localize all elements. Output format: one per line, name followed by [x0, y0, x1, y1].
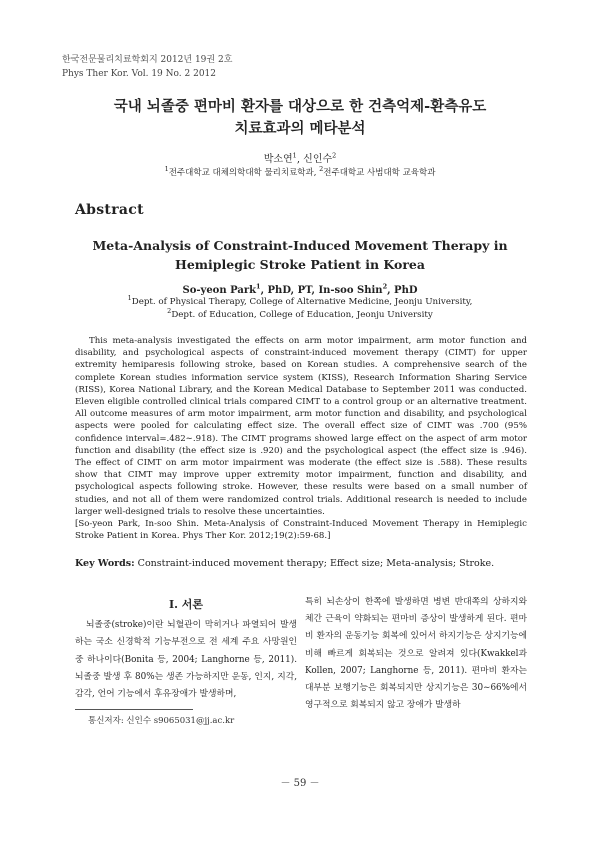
journal-name-kr: 한국전문물리치료학회지 2012년 19권 2호: [62, 55, 233, 65]
abstract-body: This meta-analysis investigated the effects on arm motor impairment, arm motor function and disability, and psychological aspects of constraint-induced movement therapy (CIMT) for upper extremity hemiparesis following stroke, based on Korean studies. A comprehensive search of the complete Korean studies information service system (KISS), Research Information Sharing Service (RISS), Korea National Library, and the Korean Medical Database to September 2011 was conducted. Eleven eligible controlled clinical trials compared CIMT to a control group or an alternative treatment. All outcome measures of arm motor impairment, arm motor function and disability, and psychological aspects were pooled for calculating effect size. The overall effect size of CIMT was .700 (95% confidence interval=.482∼.918). The CIMT programs showed large effect on the aspect of arm motor function and disability (the effect size is .920) and the psychological aspect (the effect size is .946). The effect of CIMT on arm motor impairment was moderate (the effect size is .588). These results show that CIMT may improve upper extremity motor impairment, function and disability, and psychological aspects following stroke. However, these results were based on a small number of studies, and not all of them were randomized control trials. Additional research is needed to include larger well-designed trials to resolve these uncertainties.: [75, 336, 527, 517]
english-author-2-affil: 2: [382, 282, 388, 291]
english-affil-line1: [0, 296, 600, 309]
korean-affil-1-mark: 1: [164, 165, 169, 174]
korean-author-1-affil: 1: [292, 151, 297, 160]
footnote-divider: [75, 709, 193, 710]
body-column-left: [75, 596, 297, 703]
english-affil-2: Dept. of Education, College of Education, Jeonju University: [171, 309, 433, 320]
korean-title-line1: 국내 뇌졸중 편마비 환자를 대상으로 한 건측억제-환측유도: [113, 98, 487, 115]
introduction-paragraph-left: 뇌졸중(stroke)이란 뇌혈관이 막히거나 파열되어 발생하는 국소 신경학적 기능부전으로 전 세계 주요 사망원인 중 하나이다(Bonita 등, 2004; Langhorne 등, 2011). 뇌졸중 발생 후 80%는 생존 가능하지만 운동, 인지, 지각, 감각, 언어 기능에서 후유장애가 발생하며,: [75, 620, 297, 700]
citation: [So-yeon Park, In-soo Shin. Meta-Analysis of Constraint-Induced Movement Therapy in Hemiplegic Stroke Patient in Korea. Phys Ther Kor. 2012;19(2):59-68.]: [75, 519, 527, 542]
english-authors: [0, 282, 600, 296]
korean-authors: [0, 150, 600, 165]
korean-affil-1: 전주대학교 대체의학대학 물리치료학과,: [168, 168, 320, 178]
journal-header: [62, 53, 232, 81]
korean-author-1: 박소연: [263, 154, 293, 165]
english-affil-2-mark: 2: [167, 306, 172, 315]
english-author-2-degrees: , PhD: [387, 285, 418, 296]
korean-affil-2: 전주대학교 사범대학 교육학과: [323, 168, 436, 178]
english-author-1-affil: 1: [256, 282, 261, 291]
english-affil-1: Dept. of Physical Therapy, College of Alternative Medicine, Jeonju University,: [131, 297, 473, 307]
english-author-2: In-soo Shin: [318, 285, 383, 296]
english-affil-line2: [0, 306, 600, 322]
english-affil-1-mark: 1: [127, 294, 132, 303]
keywords-label: Key Words:: [75, 558, 135, 569]
corresponding-author-footnote: 통신저자: 신인수 s9065031@jj.ac.kr: [88, 716, 235, 726]
english-title-line1: Meta-Analysis of Constraint-Induced Movement Therapy in: [92, 238, 508, 253]
korean-author-2-affil: 2: [332, 151, 337, 160]
english-author-1: So-yeon Park: [182, 285, 257, 296]
page-number: － 59 －: [280, 778, 320, 789]
abstract-heading: Abstract: [75, 202, 144, 218]
korean-author-2: 신인수: [303, 154, 333, 165]
introduction-paragraph-right: 특히 뇌손상이 한쪽에 발생하면 병변 반대쪽의 상하지와 체간 근육이 약화되는 편마비 증상이 발생하게 된다. 편마비 환자의 운동기능 회복에 있어서 하지기능은 상지기능에 비해 빠르게 회복되는 것으로 알려져 있다(Kwakkel과 Kollen, 2007; Langhorne 등, 2011). 편마비 환자는 대부분 보행기능은 회복되지만 상지기능은 30∼66%에서 영구적으로 회복되지 않고 장애가 발생하: [305, 597, 527, 711]
section-heading-introduction: Ⅰ. 서론: [168, 598, 204, 611]
english-title: [0, 236, 600, 274]
journal-name-en: Phys Ther Kor. Vol. 19 No. 2 2012: [62, 69, 216, 79]
english-title-line2: Hemiplegic Stroke Patient in Korea: [175, 257, 425, 272]
english-affiliations: [0, 296, 600, 321]
korean-author-separator: ,: [296, 154, 304, 165]
korean-title: [0, 96, 600, 140]
korean-affil-2-mark: 2: [319, 165, 324, 174]
korean-affiliations: [0, 166, 600, 178]
english-author-1-degrees: , PhD, PT,: [260, 285, 319, 296]
body-column-right: [305, 594, 527, 714]
keywords-text: Constraint-induced movement therapy; Effect size; Meta-analysis; Stroke.: [134, 558, 495, 569]
keywords: [75, 558, 527, 569]
korean-title-line2: 치료효과의 메타분석: [234, 120, 366, 137]
